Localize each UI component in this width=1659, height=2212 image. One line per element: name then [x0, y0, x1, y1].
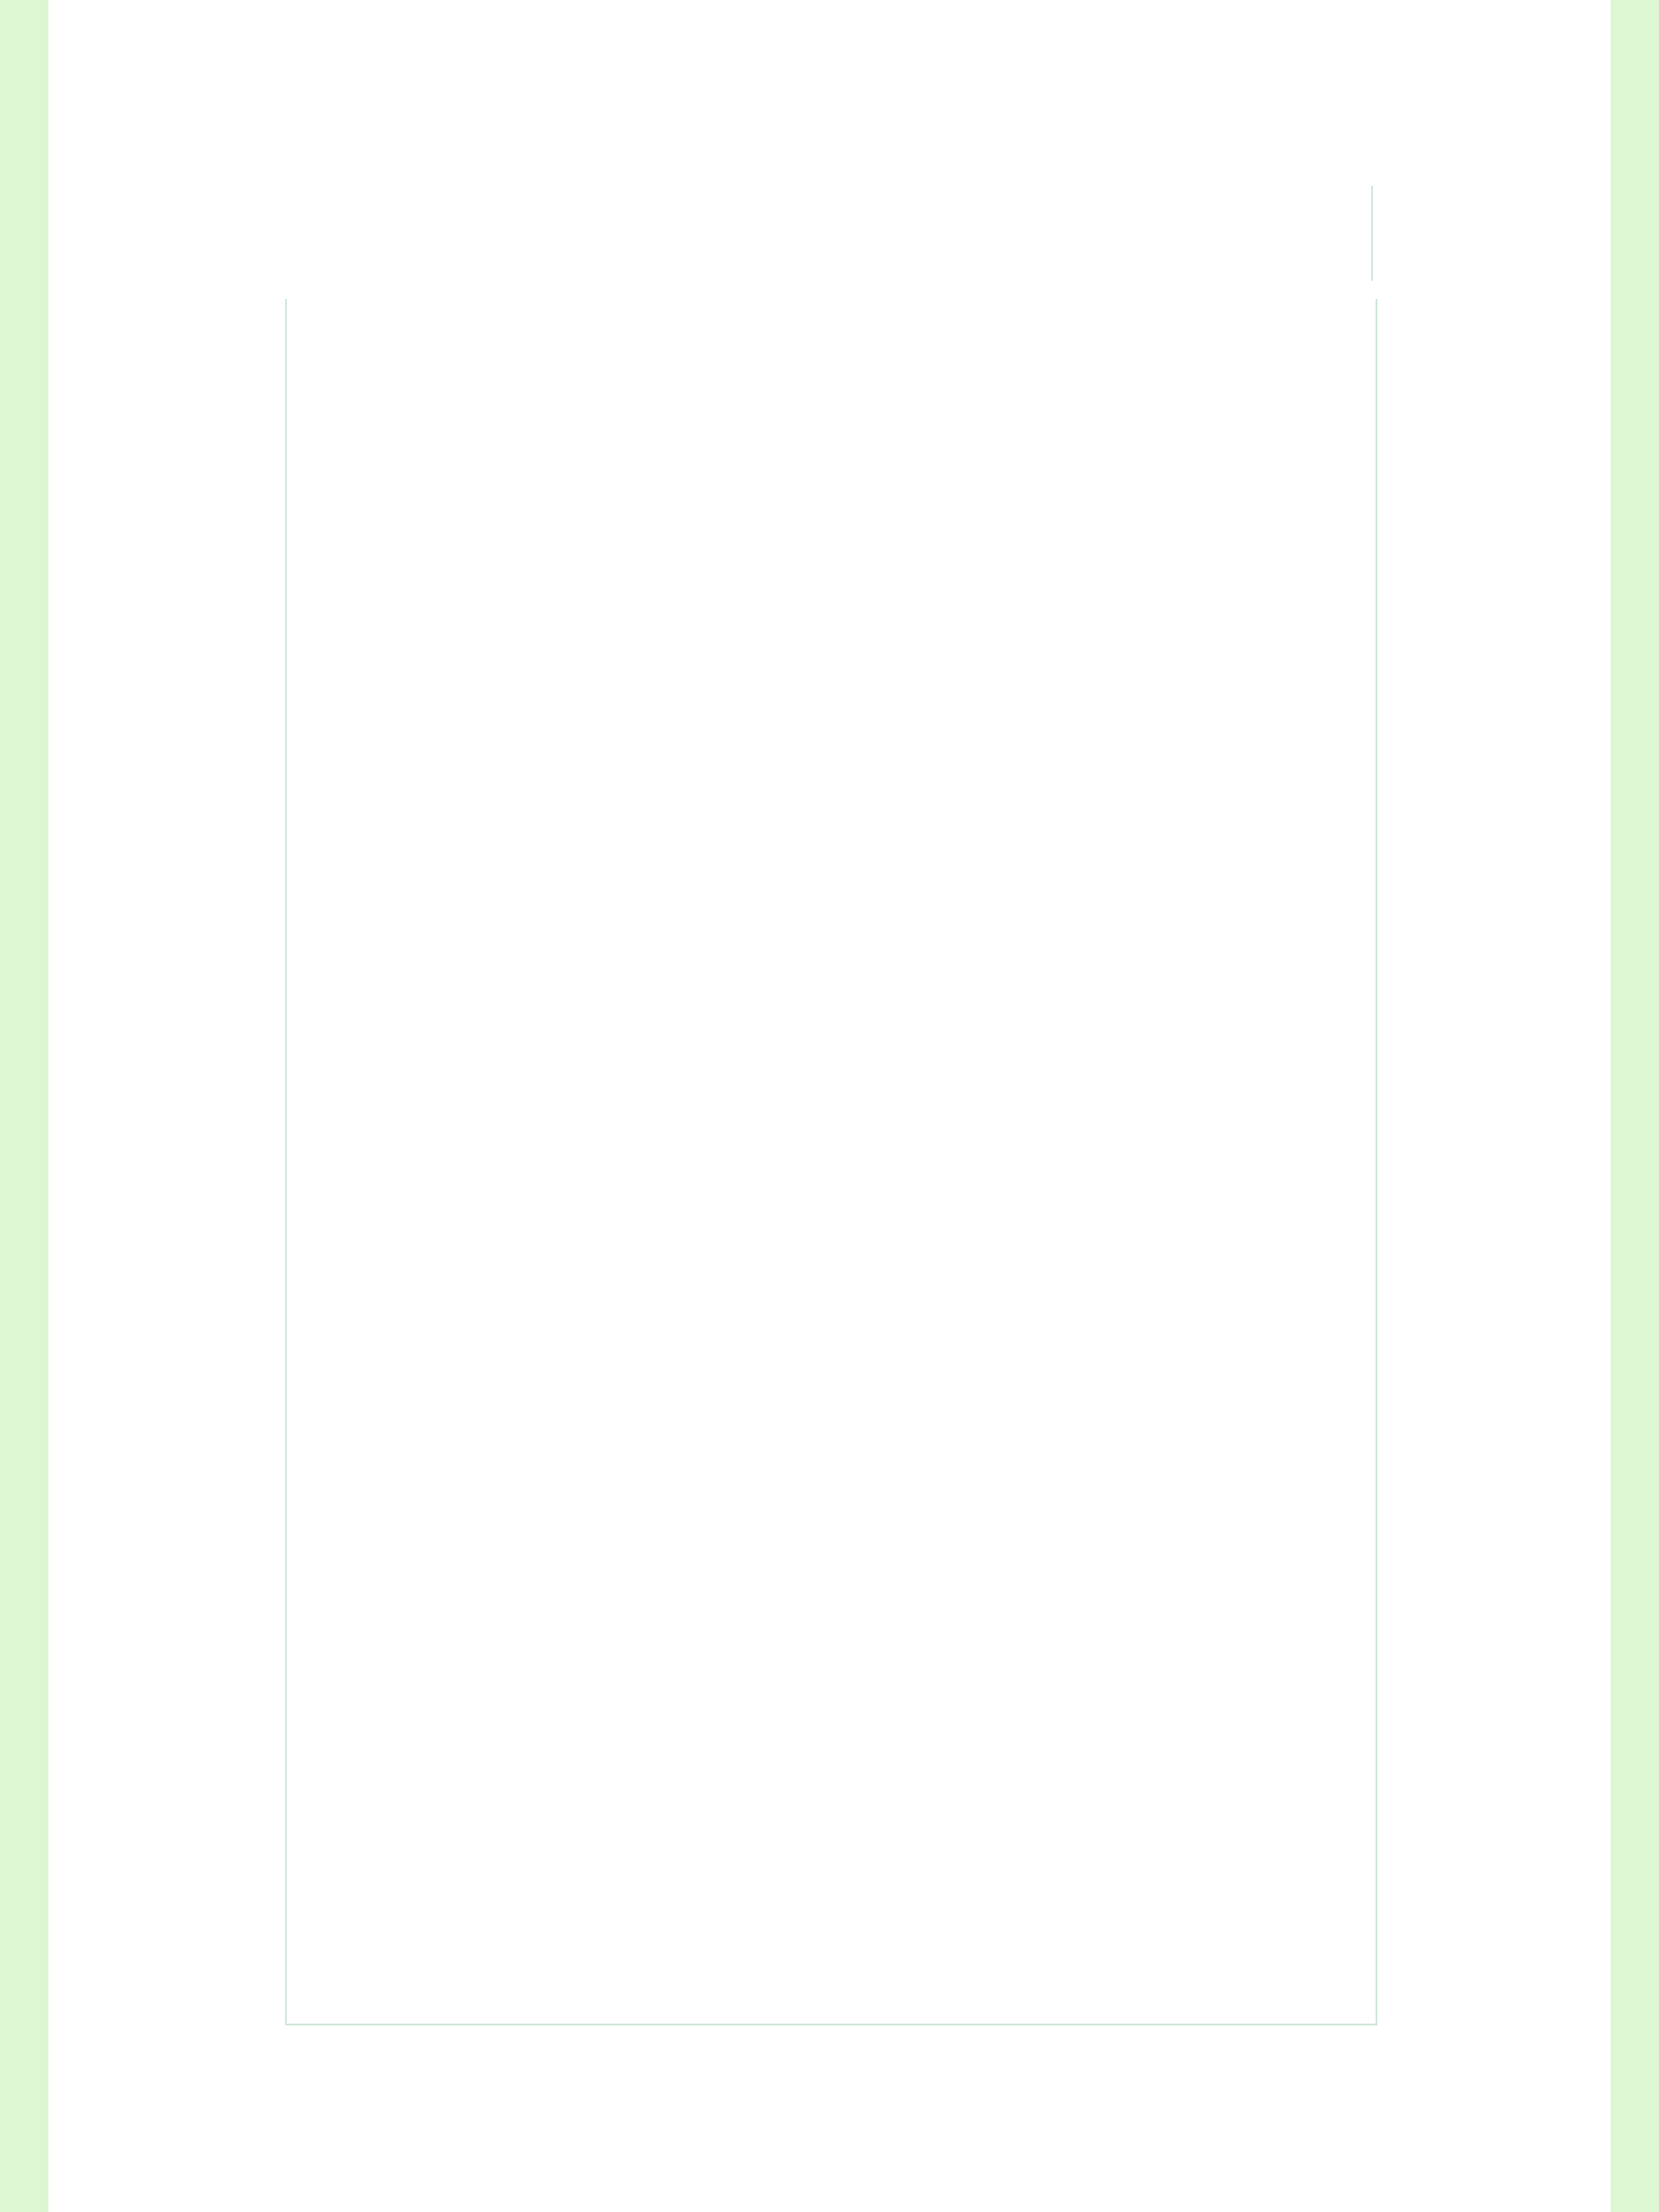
- page-title: [285, 197, 1374, 266]
- manuscript-grid: [285, 299, 1377, 2025]
